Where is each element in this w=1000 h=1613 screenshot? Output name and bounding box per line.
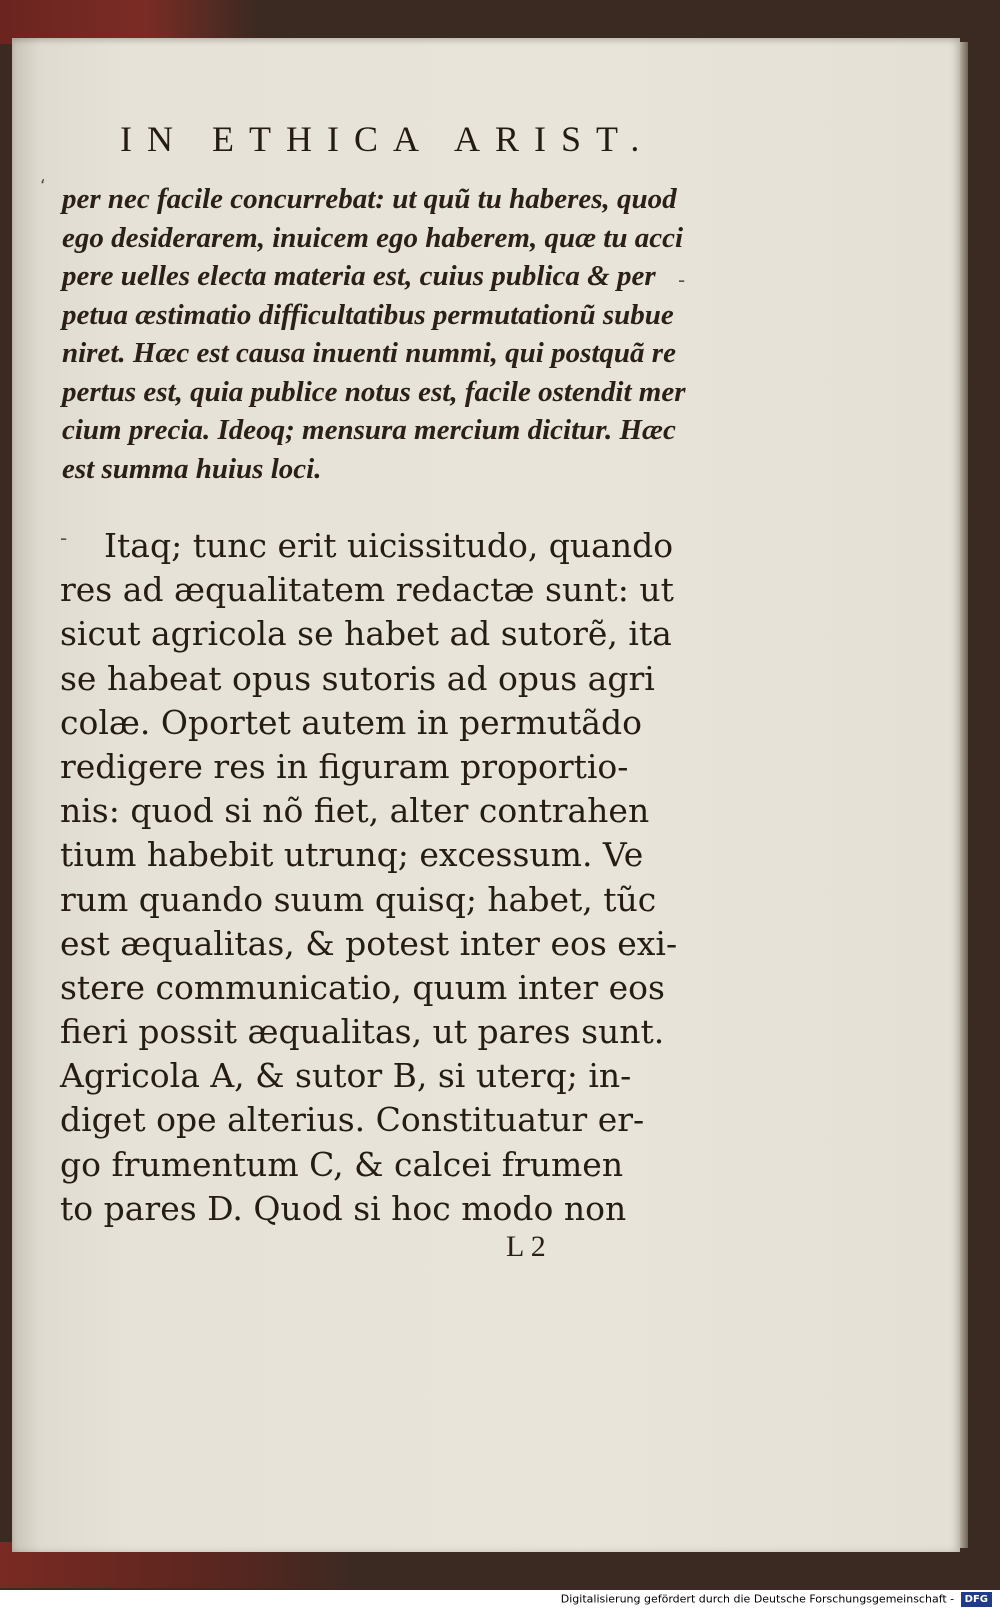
main-text-line: colæ. Oportet autem in permutãdo [60, 702, 642, 742]
signature-mark: L 2 [506, 1230, 546, 1263]
main-text-line: res ad æqualitatem redactæ sunt: ut [60, 570, 674, 610]
credit-text: Digitalisierung gefördert durch die Deutsche Forschungsgemeinschaft - [560, 1592, 955, 1606]
dfg-logo: DFG [961, 1592, 992, 1607]
main-text-line: se habeat opus sutoris ad opus agri [60, 658, 655, 698]
commentary-line: per nec facile concurrebat: ut quũ tu haberes, quod [62, 183, 677, 215]
main-text-line: est æqualitas, & potest inter eos exi- [60, 923, 678, 963]
commentary-line: pere uelles electa materia est, cuius publica & per [62, 260, 656, 292]
main-text-line: diget ope alterius. Constituatur er- [60, 1100, 645, 1140]
commentary-block [62, 180, 686, 488]
main-text-line: stere communicatio, quum inter eos [60, 967, 665, 1007]
digitization-credit [561, 1592, 992, 1607]
commentary-line: ego desiderarem, inuicem ego haberem, quæ tu acci [62, 221, 684, 254]
main-text-line: sicut agricola se habet ad sutorẽ, ita [60, 614, 672, 654]
margin-mark-right: - [678, 268, 686, 292]
commentary-line: petua æstimatio difficultatibus permutationũ subue [62, 298, 674, 331]
running-title: IN ETHICA ARIST. [120, 119, 655, 159]
main-text-line: go frumentum C, & calcei frumen [60, 1144, 624, 1184]
main-text-line: rum quando suum quisq; habet, tũc [60, 879, 657, 919]
commentary-line: cium precia. Ideoq; mensura mercium dicitur. Hæc [62, 414, 676, 446]
main-text-block [60, 524, 680, 1231]
main-text-line: redigere res in figuram proportio- [60, 746, 629, 786]
main-text-line: Agricola A, & sutor B, si uterq; in- [60, 1056, 632, 1096]
main-text-line: tium habebit utrunq; excessum. Ve [60, 835, 644, 875]
margin-mark-left: ‘ [40, 176, 46, 197]
commentary-line: pertus est, quia publice notus est, facile ostendit mer [62, 375, 686, 408]
commentary-line: niret. Hæc est causa inuenti nummi, qui postquã re [62, 337, 676, 369]
main-text-line: to pares D. Quod si hoc modo non [60, 1188, 627, 1228]
main-text-line: nis: quod si nõ fiet, alter contrahen [60, 791, 650, 831]
margin-mark-paragraph: - [60, 526, 68, 550]
page-edge [960, 42, 968, 1548]
commentary-line: est summa huius loci. [62, 452, 322, 485]
main-text-line: fieri possit æqualitas, ut pares sunt. [60, 1012, 665, 1052]
main-text-line: Itaq; tunc erit uicissitudo, quando [104, 526, 674, 565]
